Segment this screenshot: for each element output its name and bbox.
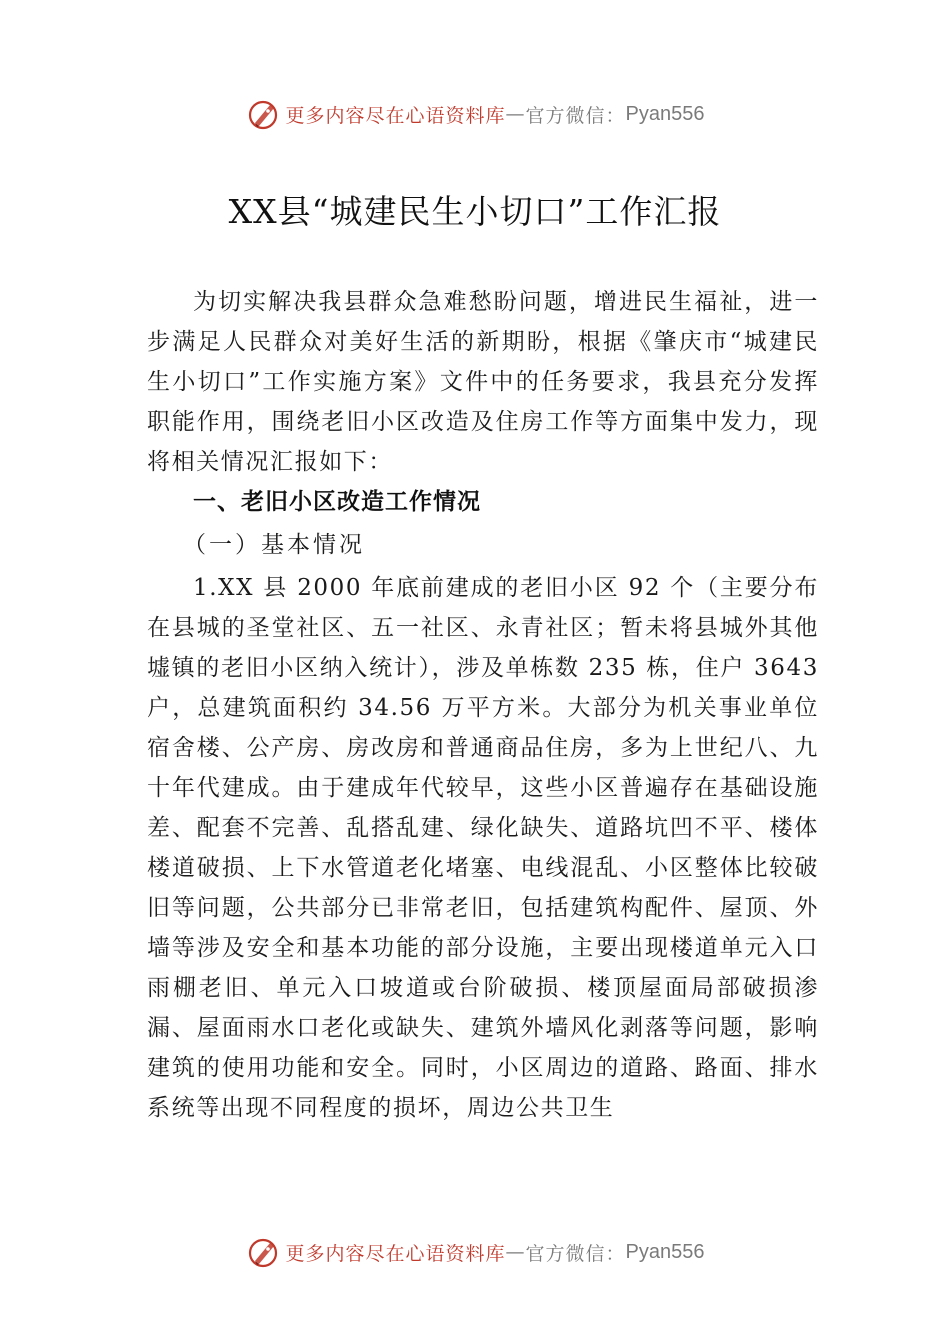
watermark-contact-label: 官方微信： [525,104,626,127]
footer-watermark [0,1232,950,1272]
watermark-brand: 更多内容尽在心语资料库 [285,1242,506,1265]
section-heading: 一、老旧小区改造工作情况 [193,489,481,515]
pen-logo-icon [246,1235,280,1269]
header-watermark [0,94,950,134]
watermark-contact-id: Pyan556 [625,102,705,125]
pen-logo-icon [246,97,280,131]
watermark-separator: — [505,1241,526,1263]
watermark-brand: 更多内容尽在心语资料库 [285,104,506,127]
document-title: XX县“城建民生小切口”工作汇报 [228,192,722,231]
watermark-separator: — [505,103,526,125]
body-paragraph: 1.XX 县 2000 年底前建成的老旧小区 92 个（主要分布在县城的圣堂社区、五一社区、永青社区；暂未将县城外其他墟镇的老旧小区纳入统计），涉及单栋数 235 栋，住户 3643 户，总建筑面积约 34.56 万平方米。大部分为机关事业单位宿舍楼、公产房、房改房和普通商品住房，多为上世纪八、九十年代建成。由于建成年代较早，这些小区普遍存在基础设施差、配套不完善、乱搭乱建、绿化缺失、道路坑凹不平、楼体楼道破损、上下水管道老化堵塞、电线混乱、小区整体比较破旧等问题，公共部分已非常老旧，包括建筑构配件、屋顶、外墙等涉及安全和基本功能的部分设施，主要出现楼道单元入口雨棚老旧、单元入口坡道或台阶破损、楼顶屋面局部破损渗漏、屋面雨水口老化或缺失、建筑外墙风化剥落等问题，影响建筑的使用功能和安全。同时，小区周边的道路、路面、排水系统等出现不同程度的损坏，周边公共卫生 [147,575,819,1121]
document-body [147,282,819,1128]
intro-paragraph: 为切实解决我县群众急难愁盼问题，增进民生福祉，进一步满足人民群众对美好生活的新期盼，根据《肇庆市“城建民生小切口”工作实施方案》文件中的任务要求，我县充分发挥职能作用，围绕老旧小区改造及住房工作等方面集中发力，现将相关情况汇报如下： [147,289,819,475]
subsection-heading: （一）基本情况 [183,532,365,558]
watermark-contact-id: Pyan556 [625,1240,705,1263]
watermark-contact-label: 官方微信： [525,1242,626,1265]
